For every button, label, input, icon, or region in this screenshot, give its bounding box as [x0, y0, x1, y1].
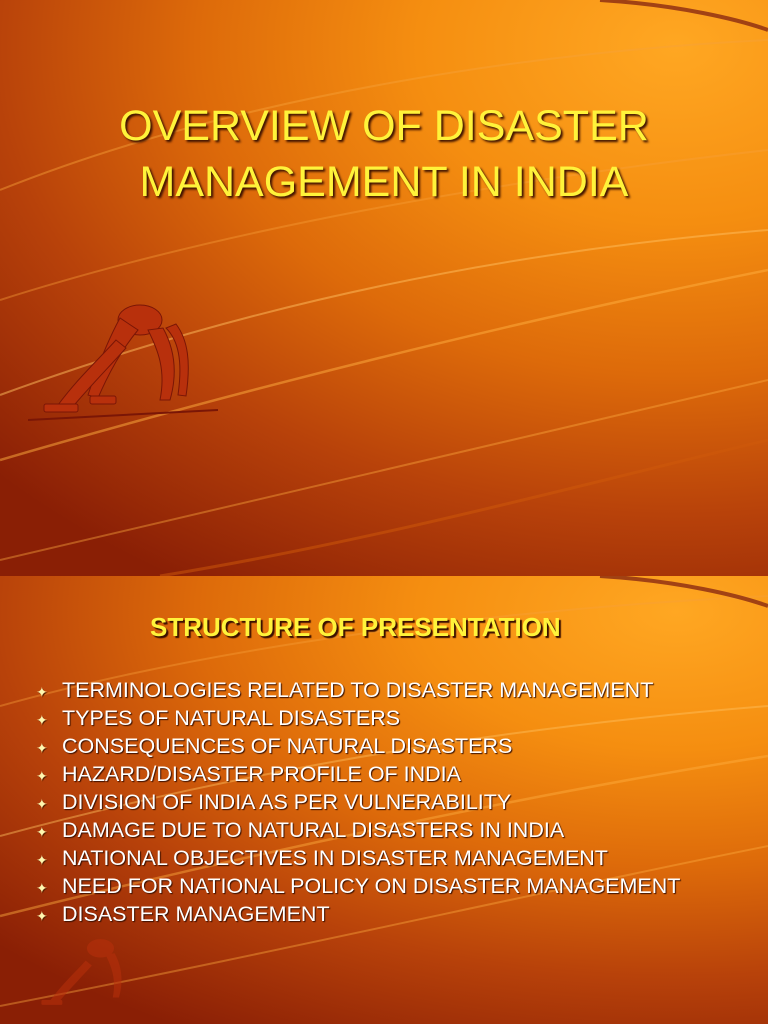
list-item-text: CONSEQUENCES OF NATURAL DISASTERS	[62, 734, 513, 758]
slide-title: STRUCTURE OF PRESENTATION	[150, 612, 561, 642]
sprinter-icon	[28, 300, 218, 430]
list-item	[36, 708, 736, 728]
list-item-text: NEED FOR NATIONAL POLICY ON DISASTER MANAGEMENT	[62, 874, 681, 898]
diamond-bullet-icon: ✦	[36, 852, 48, 868]
list-item-text: TERMINOLOGIES RELATED TO DISASTER MANAGEMENT	[62, 678, 654, 702]
list-item	[36, 848, 736, 868]
list-item-text: HAZARD/DISASTER PROFILE OF INDIA	[62, 762, 461, 786]
list-item	[36, 680, 736, 700]
list-item	[36, 904, 736, 924]
list-item-text: DISASTER MANAGEMENT	[62, 902, 330, 926]
diamond-bullet-icon: ✦	[36, 824, 48, 840]
list-item	[36, 876, 736, 896]
slide-title: OVERVIEW OF DISASTER MANAGEMENT IN INDIA	[119, 102, 649, 206]
list-item-text: NATIONAL OBJECTIVES IN DISASTER MANAGEMENT	[62, 846, 608, 870]
list-item-text: DIVISION OF INDIA AS PER VULNERABILITY	[62, 790, 512, 814]
list-item-text: DAMAGE DUE TO NATURAL DISASTERS IN INDIA	[62, 818, 565, 842]
diamond-bullet-icon: ✦	[36, 740, 48, 756]
diamond-bullet-icon: ✦	[36, 684, 48, 700]
list-item-text: TYPES OF NATURAL DISASTERS	[62, 706, 401, 730]
diamond-bullet-icon: ✦	[36, 768, 48, 784]
diamond-bullet-icon: ✦	[36, 796, 48, 812]
list-item	[36, 764, 736, 784]
diamond-bullet-icon: ✦	[36, 712, 48, 728]
sprinter-icon	[20, 936, 160, 1016]
agenda-slide	[0, 576, 768, 1024]
list-item	[36, 792, 736, 812]
list-item	[36, 820, 736, 840]
diamond-bullet-icon: ✦	[36, 908, 48, 924]
diamond-bullet-icon: ✦	[36, 880, 48, 896]
agenda-list	[36, 680, 736, 932]
list-item	[36, 736, 736, 756]
